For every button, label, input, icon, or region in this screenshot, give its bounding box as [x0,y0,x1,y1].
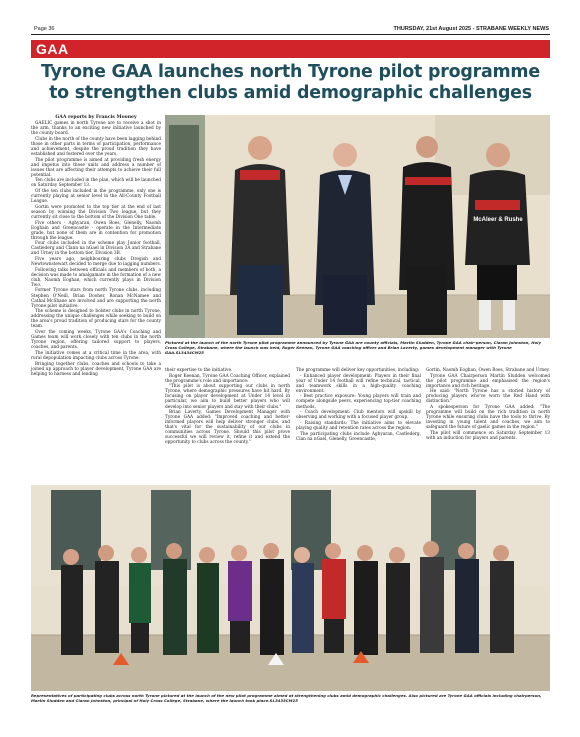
col1-paragraphs [31,121,161,377]
article-column-1 [31,115,161,485]
paragraph: Bringing together clubs, coaches and schools to take a joined up approach to player development, Tyrone GAA are helping to harness and lending [31,361,161,377]
section-label: GAA [36,41,69,57]
paragraph: - Enhanced player development: Players in their final year of Under 14 football will refine technical, tactical, and teamwork skills in a high-quality coaching environment. [296,373,421,394]
folio-date-line: THURSDAY, 21st August 2025 - STRABANE WEEKLY NEWS [393,26,549,32]
paragraph: The initiative comes at a critical time in the area, with rural depopulation impacting clubs across Tyrone. [31,350,161,361]
paragraph: The scheme is designed to bolster clubs in north Tyrone, addressing the unique challenges while seeking to build on the area's proud tradition of producing stars for the county team. [31,309,161,330]
paragraph: Following talks between officials and members of both, a decision was made to amalgamate in the formation of a new club, Naomh Eoghan, which currently plays in Division Two. [31,267,161,288]
paragraph: Five years ago, neighbouring clubs Dregish and Newtownstewart decided to merge due to lagging numbers. [31,257,161,268]
header-rule [31,34,550,35]
club-representatives-photo [31,485,550,691]
paragraph: Gortin were promoted to the top tier at the end of last season by winning the Division Two league, but they currently sit close to the bottom of the Division One table. [31,204,161,220]
section-banner [31,40,550,58]
club-representatives-photo-graphic [31,485,550,691]
article-column-2 [165,368,290,483]
page-number: Page 36 [34,26,55,32]
jersey-sponsor-text: McAleer & Rushe [473,217,523,223]
paragraph: - Raising standards: The initiative aims to elevate playing quality and retention rates across the region. [296,420,421,431]
paragraph: their expertise to the initiative. [165,368,233,373]
paragraph: Five others - Aghyaran, Owen Roes, Glenelly, Naomh Eoghain and Greencastle - operate in the Intermediate grade, but none of them are in contention for promotion through the league. [31,220,161,241]
paragraph: The programme will deliver key opportunities, including: [296,368,420,373]
article-column-3 [296,368,421,483]
officials-photo [165,115,550,338]
col3-paragraphs [296,368,421,442]
paragraph: The participating clubs include Aghyaran, Castlederg, Clan na nGael, Glenelly, Greencastle, [296,431,421,442]
paragraph: He said: "North Tyrone has a storied history of producing players who've worn the Red Hand with distinction." [426,389,550,405]
article-column-4 [426,368,550,483]
paragraph: Four clubs included in the scheme play Junior football, Castlederg and Clann na nGael in Division 3A and Strabane and Urney in the bottom tier, Division 3B. [31,241,161,257]
paragraph: A spokesperson for Tyrone GAA added: "The programme will build on the rich tradition in north Tyrone while ensuring clubs have the tools to thrive. By investing in young talent and coaches, we aim to safeguard the future of gaelic games in the region." [426,405,550,431]
headline: Tyrone GAA launches north Tyrone pilot programme to strengthen clubs amid demographic challenges [41,62,540,103]
paragraph: Gortin, Naomh Eoghan, Owen Roes, Strabane and Urney. [426,368,550,373]
paragraph: Ten clubs are included in the plan, which will be launched on Saturday September 13. [31,178,161,189]
paragraph: Brian Laverty, Games Development Manager with Tyrone GAA added: "Improved coaching and better-informed players will help deliver stronger clubs, and that's vital for the sustainability of our clubs in communities across Tyrone. Should this pilot prove successful we will review it, refine it and extend the opportunity to clubs across the county." [165,410,290,446]
paragraph: Former Tyrone stars from north Tyrone clubs, including Stephen O'Neill, Brian Dooher, Ronan McNamee and Cathal McShane are involved and are supporting the north Tyrone pilot initiative. [31,288,161,309]
byline: GAA reports by Francis Mooney [55,115,137,120]
paragraph: "This pilot is about supporting our clubs in north Tyrone, where demographic pressures have hit hard. By focusing on player development at Under 14 level in particular, we aim to build better players who will develop into senior players and stay with their clubs." [165,384,290,410]
paragraph: - Coach development: Club mentors will upskill by observing and working with a focused player group. [296,410,421,421]
paragraph: The pilot will commence on Saturday September 13 with an induction for players and parents. [426,430,550,441]
paragraph: Over the coming weeks, Tyrone GAA's Coaching and Games team will work closely with ten clubs in the north Tyrone region, offering tailored support to players, coaches, and parents. [31,330,161,351]
paragraph: Tyrone GAA Chairperson Martin Sludden welcomed the pilot programme and emphasised the region's importance and rich heritage. [426,373,550,389]
officials-photo-graphic [165,115,550,338]
paragraph: Clubs in the north of the county have been lagging behind those in other parts in terms of participation, performance and achievement, despite the proud tradition they have established and fostered over the years. [31,136,161,157]
paragraph: Of the ten clubs included in the programme, only one is currently playing at senior level in the All-County Football League. [31,189,161,205]
paragraph: Roger Keenan, Tyrone GAA Coaching Officer, explained the programme's role and importance: [165,373,290,384]
paragraph: - Best practice exposure: Young players will train and compete alongside peers, experiencing top-tier coaching methods. [296,394,421,410]
paragraph: The pilot programme is aimed at providing fresh energy and impetus into those units and address a number of issues that are affecting their attempts to achieve their full potential. [31,157,161,178]
col4-paragraphs [426,368,550,441]
club-representatives-photo-caption: Representatives of participating clubs across north Tyrone pictured at the launch of the new pilot programme aimed at strengthening clubs amid demographic challenges. Also pictured are Tyrone GAA officials including chairperson, Martin Sludden and Ciaran Johnston, principal of Holy Cross College, Strabane, where the launch took place.SL3435CM25 [31,693,542,703]
col2-paragraphs [165,368,290,445]
paragraph: GAELIC games in north Tyrone are to receive a shot in the arm, thanks to an exciting new initiative launched by the county board. [31,121,161,137]
officials-photo-caption: Pictured at the launch of the north Tyrone pilot programme announced by Tyrone GAA are county officials, Martin Sludden, Tyrone GAA chair-person, Ciaran Johnston, Holy Cross College, Strabane, where the launch was held, Roger Keenan, Tyrone GAA coaching officer and Brian Laverty, games development manager with Tyrone GAA.SL3434CM25 [165,340,542,355]
